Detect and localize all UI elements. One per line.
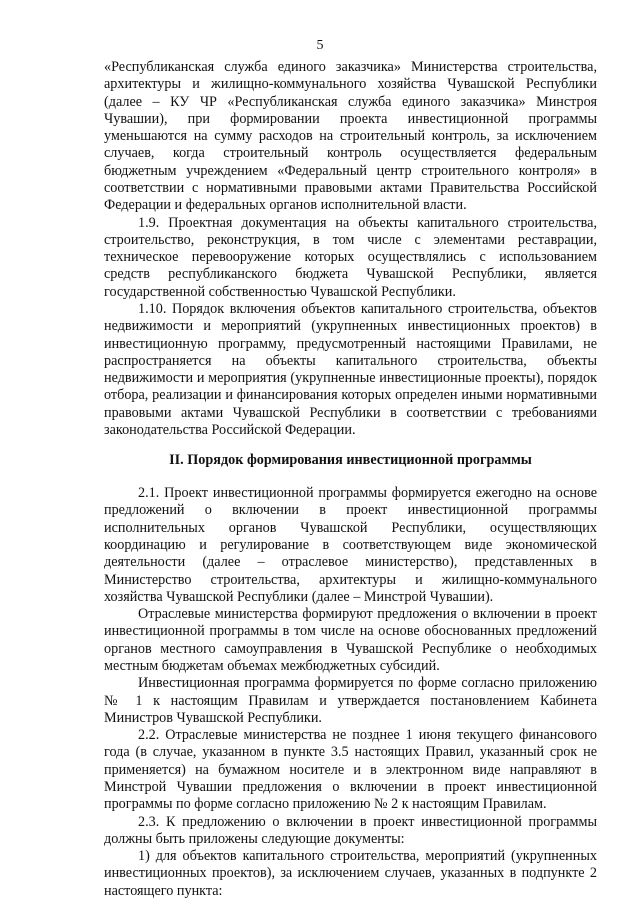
paragraph-subitem-1: 1) для объектов капитального строительства, мероприятий (укрупненных инвестиционных проектов), за исключением случаев, указанных в подпункте 2 настоящего пункта: <box>104 848 597 899</box>
paragraph-2-3: 2.3. К предложению о включении в проект инвестиционной программы должны быть приложены следующие документы: <box>104 813 597 847</box>
paragraph-1-10: 1.10. Порядок включения объектов капитального строительства, объектов недвижимости и мероприятий (укрупненных инвестиционных проектов) в инвестиционную программу, предусмотренный настоящими Правилами, не распространяется на объекты капитального строительства, объекты недвижимости и мероприятия (укрупненные инвестиционные проекты), порядок отбора, реализации и финансирования которых определен иными нормативными правовыми актами Чувашской Республики в соответствии с требованиями законодательства Российской Федерации. <box>104 300 597 438</box>
paragraph-2-1: 2.1. Проект инвестиционной программы формируется ежегодно на основе предложений о включении в проект инвестиционной программы исполнительных органов Чувашской Республики, осуществляющих координацию и регулирование в соответствующем виде экономической деятельности (далее – отраслевое министерство), представленных в Министерство строительства, архитектуры и жилищно-коммунального хозяйства Чувашской Республики (далее – Минстрой Чувашии). <box>104 485 597 605</box>
paragraph-sector-ministries: Отраслевые министерства формируют предложения о включении в проект инвестиционной программы в том числе на основе обоснованных предложений органов местного самоуправления в Чувашской Республике о необходимых местным бюджетам объемах межбюджетных субсидий. <box>104 606 597 674</box>
paragraph-program-form: Инвестиционная программа формируется по форме согласно приложению № 1 к настоящим Правилам и утверждается постановлением Кабинета Министров Чувашской Республики. <box>104 675 597 726</box>
document-body <box>104 59 597 900</box>
section-heading: II. Порядок формирования инвестиционной программы <box>169 452 532 469</box>
paragraph-continuation: «Республиканская служба единого заказчика» Министерства строительства, архитектуры и жилищно-коммунального хозяйства Чувашской Республики (далее – КУ ЧР «Республиканская служба единого заказчика» Минстроя Чувашии), при формировании проекта инвестиционной программы уменьшаются на сумму расходов на строительный контроль, за исключением случаев, когда строительный контроль осуществляется федеральным бюджетным учреждением «Федеральный центр строительного контроля» в соответствии с нормативными правовыми актами Правительства Российской Федерации и федеральных органов исполнительной власти. <box>104 59 597 214</box>
paragraph-2-2: 2.2. Отраслевые министерства не позднее 1 июня текущего финансового года (в случае, указанном в пункте 3.5 настоящих Правил, указанный срок не применяется) на бумажном носителе и в электронном виде направляют в Минстрой Чувашии предложения о включении в проект инвестиционной программы по форме согласно приложению № 2 к настоящим Правилам. <box>104 727 597 813</box>
paragraph-1-9: 1.9. Проектная документация на объекты капитального строительства, строительство, реконструкция, в том числе с элементами реставрации, техническое перевооружение которых осуществлялись с использованием средств республиканского бюджета Чувашской Республики, является государственной собственностью Чувашской Республики. <box>104 214 597 300</box>
page-number: 5 <box>316 38 324 53</box>
